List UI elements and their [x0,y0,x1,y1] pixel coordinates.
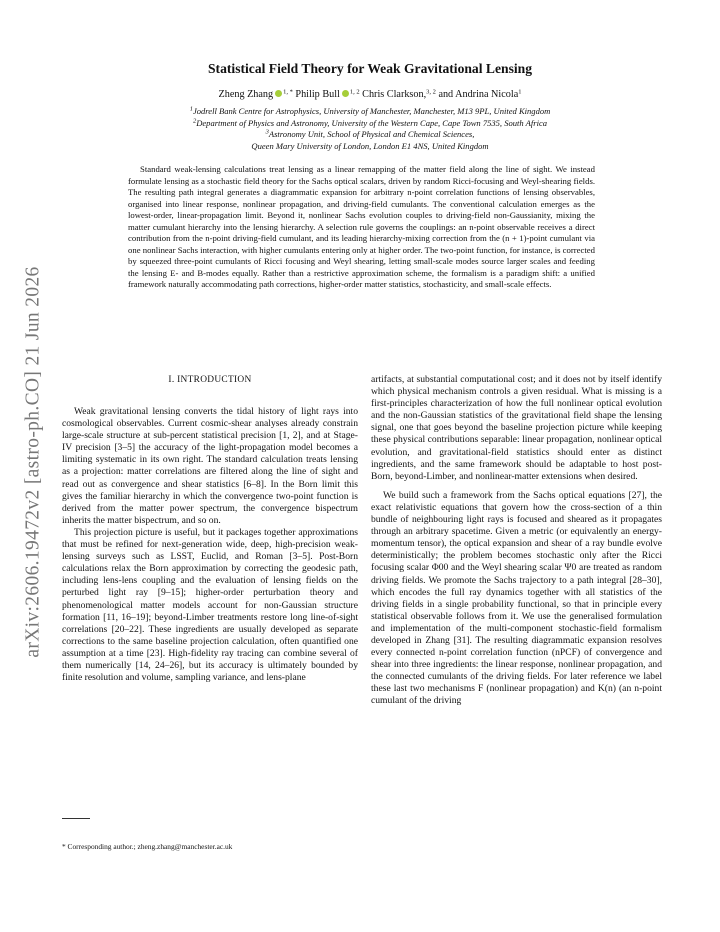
author-name: Philip Bull [295,89,340,100]
right-column [371,374,662,708]
author-affil-mark: 1, 2 [349,88,360,96]
author-name: Zheng Zhang [218,89,274,100]
author-affil-mark: 1, * [283,88,293,96]
affil-number: 1 [189,105,193,113]
affil-number: 3 [265,128,269,136]
footnote: * Corresponding author.; zheng.zhang@manchester.ac.uk [62,842,233,851]
affil-text: Queen Mary University of London, London E1 4NS, United Kingdom [251,140,489,151]
affiliation-list [100,106,640,152]
affil-number: 2 [192,117,197,124]
affil-text: Jodrell Bank Centre for Astrophysics, University of Manchester, Manchester, M13 9PL, United Kingdom [192,106,551,116]
author-affil-mark: 1 [518,88,522,96]
footnote-rule [62,818,90,819]
arxiv-stamp [22,232,46,692]
affil-text: Department of Physics and Astronomy, University of the Western Cape, Cape Town 7535, South Africa [196,117,548,128]
body-paragraph: artifacts, at substantial computational cost; and it does not by itself identify which physical mechanism controls a given residual. What is missing is a first-principles characterization of how the full nonlinear optical evolution and the non-Gaussian statistics of the gravitational field shape the lensing signal, one that goes beyond the baseline projection picture while keeping these physical contributions separable: linear propagation, nonlinear optical evolution, and gravitational-field statistics should enter as distinct ingredients, and the same framework should be adaptable to host post-Born, beyond-Limber, and nonlinear-matter extensions when desired. [371,374,662,482]
affiliation [100,129,640,141]
affiliation [100,106,640,118]
abstract [128,164,595,291]
affiliation [100,141,640,153]
author-name: Chris Clarkson, [362,89,427,100]
author-name: and Andrina Nicola [438,89,519,100]
body-paragraph: Weak gravitational lensing converts the tidal history of light rays into cosmological observables. Current cosmic-shear analyses already constrain large-scale structure at sub-percent statistical precision [1, 2], and at Stage-IV precision [3–5] the accuracy of the light-propagation model becomes a limiting systematic in its own right. The standard calculation treats lensing as a projection: matter correlations are filtered along the line of sight and read out as convergence and shear statistics [6–8]. In the Born limit this gives the familiar hierarchy in which the convergence two-point function is derived from the matter power spectrum, the convergence bispectrum inherits the matter bispectrum, and so on. [62,406,358,526]
abstract-text: Standard weak-lensing calculations treat lensing as a linear remapping of the matter field along the line of sight. We instead formulate lensing as a stochastic field theory for the Sachs optical scalars, driven by random Ricci-focusing and Weyl-shearing fields. The resulting path integral generates a diagrammatic expansion for arbitrary n-point correlation functions of lensing observables, organised into linear response, nonlinear propagation, and driving-field cumulants. The conventional calculation emerges as the lowest-order, linear-propagation limit. Beyond it, nonlinear Sachs evolution couples to driving-field non-Gaussianity, mixing the matter cumulant hierarchy into the lensing hierarchy. A selection rule governs the couplings: an n-point observable receives a direct contribution from the n-point driving-field cumulant, and its leading hierarchy-mixing correction from the (n + 1)-point cumulant via one nonlinear Sachs interaction, with higher cumulants entering only at higher order. The two-point function, for instance, is corrected by squeezed three-point cumulants of Ricci focusing and Weyl shearing, letting small-scale modes source larger scales and feeding the lensing E- and B-modes equally. Rather than a restrictive approximation scheme, the formalism is a paradigm shift: a unified framework naturally accommodating path corrections, higher-order matter statistics, stochasticity, and small-scale effects. [128,164,595,290]
body-paragraph: We build such a framework from the Sachs optical equations [27], the exact relativistic equations that govern how the cross-section of a thin bundle of neighbouring light rays is focused and sheared as it propagates through an arbitrary spacetime. Given a metric (or equivalently an energy-momentum tensor), the optical expansion and shear of a ray bundle evolve deterministically; the problem becomes stochastic only after the Ricci focusing scalar Φ00 and the Weyl shearing scalar Ψ0 are treated as random driving fields. We promote the Sachs trajectory to a path integral [28–30], which encodes the full ray dynamics together with all statistics of the driving fields in a single probability functional, so that in principle every statistical observable follows from it. We use the generalised formulation and implementation of the multi-component stochastic-field formalism developed in Zhang [31]. The resulting diagrammatic expansion resolves every connected n-point correlation function (nPCF) of convergence and shear into three ingredients: the linear response, nonlinear propagation, and the connected cumulants of the driving fields. For later reference we label these last two mechanisms F (nonlinear propagation) and K(n) (an n-point cumulant of the driving [371,489,662,707]
body-paragraph: This projection picture is useful, but it packages together approximations that must be refined for next-generation wide, deep, high-precision weak-lensing surveys such as LSST, Euclid, and Roman [3–5]. Post-Born calculations relax the Born approximation by correcting the geodesic path, including lens-lens coupling and the evaluation of lensing fields on the perturbed light ray [9–15]; higher-order perturbation theory and phenomenological matter models account for non-Gaussian structure formation [11, 16–19]; beyond-Limber treatments restore long line-of-sight correlations [20–22]. These ingredients are usually developed as separate corrections to the same baseline projection calculation, often quantified one assumption at a time [23]. High-fidelity ray tracing can combine several of them numerically [14, 24–26], but its accuracy is ultimately bounded by finite resolution and volume, sampling variance, and lens-plane [62,526,358,684]
affiliation [100,118,640,130]
author-list [100,88,640,101]
orcid-icon[interactable] [342,90,349,97]
author-affil-mark: 3, 2 [426,88,436,96]
orcid-icon[interactable] [275,90,282,97]
left-column [62,374,358,684]
affil-text: Astronomy Unit, School of Physical and Chemical Sciences, [268,129,475,139]
section-heading: I. INTRODUCTION [168,375,252,385]
arxiv-id: arXiv:2606.19472v2 [astro-ph.CO] 21 Jun 2026 [23,266,44,658]
paper-title: Statistical Field Theory for Weak Gravitational Lensing [208,61,532,76]
